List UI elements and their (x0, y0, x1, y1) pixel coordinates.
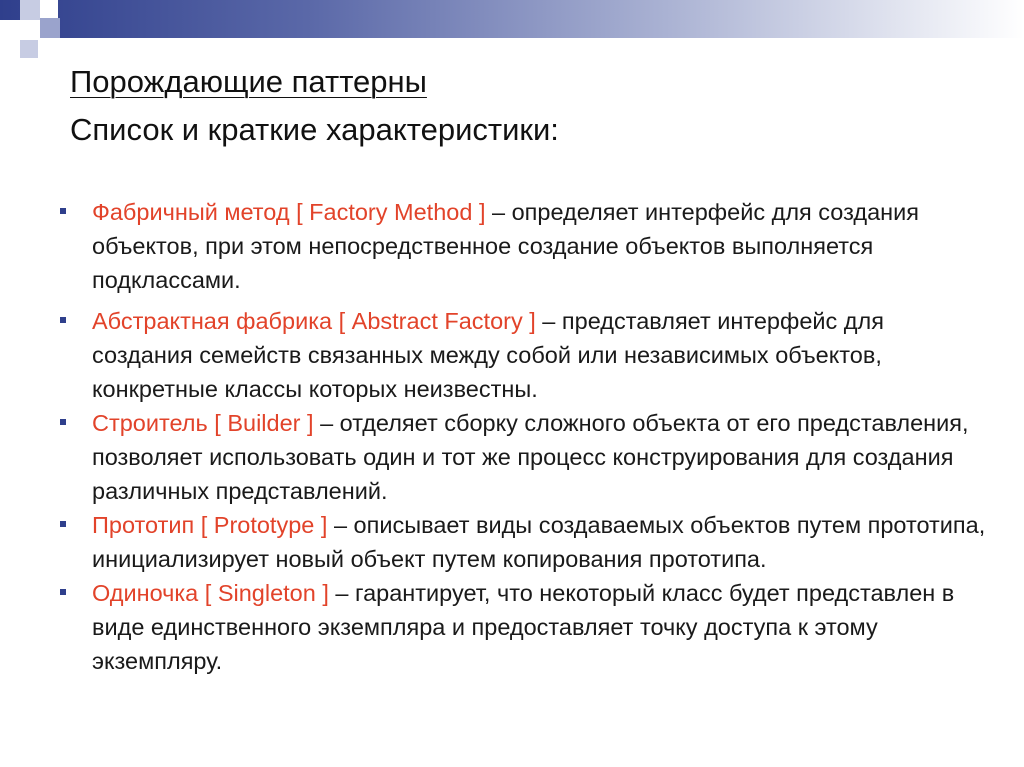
pattern-list (58, 195, 988, 678)
list-item (58, 508, 988, 576)
list-item (58, 304, 988, 406)
pattern-description: – описывает виды создаваемых объектов путем прототипа, инициализирует новый объект путем копирования прототипа. (92, 512, 986, 572)
pattern-term: Фабричный метод [ Factory Method ] (92, 199, 486, 225)
list-item (58, 195, 988, 297)
slide-title: Порождающие паттерны (70, 64, 427, 99)
square-bullet-icon (60, 589, 66, 595)
pattern-term: Строитель [ Builder ] (92, 410, 314, 436)
pattern-description: – гарантирует, что некоторый класс будет представлен в виде единственного экземпляра и предоставляет точку доступа к этому экземпляру. (92, 580, 955, 674)
square-bullet-icon (60, 521, 66, 527)
corner-decoration (0, 0, 80, 60)
square-bullet-icon (60, 419, 66, 425)
pattern-description: – представляет интерфейс для создания семейств связанных между собой или независимых объектов, конкретные классы которых неизвестны. (92, 308, 884, 402)
pattern-description: – определяет интерфейс для создания объектов, при этом непосредственное создание объектов выполняется подклассами. (92, 199, 919, 293)
slide-subtitle: Список и краткие характеристики: (70, 112, 559, 147)
header-band (0, 0, 1024, 38)
square-bullet-icon (60, 208, 66, 214)
pattern-term: Одиночка [ Singleton ] (92, 580, 329, 606)
title-block (70, 62, 559, 150)
pattern-description: – отделяет сборку сложного объекта от его представления, позволяет использовать один и тот же процесс конструирования для создания различных представлений. (92, 410, 969, 504)
square-bullet-icon (60, 317, 66, 323)
pattern-term: Абстрактная фабрика [ Abstract Factory ] (92, 308, 536, 334)
pattern-term: Прототип [ Prototype ] (92, 512, 328, 538)
list-item (58, 576, 988, 678)
list-item (58, 406, 988, 508)
